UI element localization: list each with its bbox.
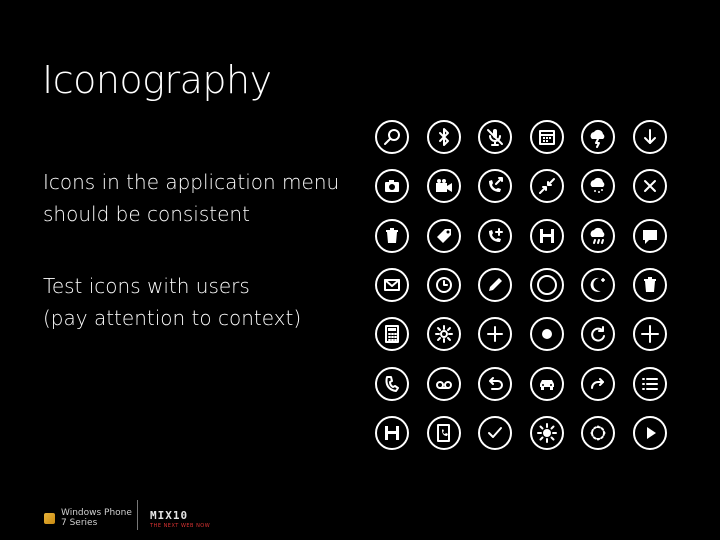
edit-icon xyxy=(478,268,512,302)
icon-grid xyxy=(375,120,671,456)
camera-icon xyxy=(375,169,409,203)
add-call-icon xyxy=(478,219,512,253)
tag-icon xyxy=(427,219,461,253)
windows-phone-logo xyxy=(44,508,132,528)
bullet-line: Test icons with users xyxy=(43,274,250,298)
redo-icon xyxy=(581,367,615,401)
voicemail-icon xyxy=(427,367,461,401)
windows-flag-icon xyxy=(44,513,55,524)
search-icon xyxy=(375,120,409,154)
microphone-muted-icon xyxy=(478,120,512,154)
calendar-icon xyxy=(530,120,564,154)
directions-icon xyxy=(581,416,615,450)
list-icon xyxy=(633,367,667,401)
settings-icon xyxy=(427,317,461,351)
footer-divider xyxy=(137,500,138,530)
calculator-icon xyxy=(375,317,409,351)
mix10-logo xyxy=(150,509,210,529)
bullet-consistency xyxy=(43,166,339,230)
slide-title: Iconography xyxy=(42,58,272,102)
phone-icon xyxy=(375,367,409,401)
check-icon xyxy=(478,416,512,450)
trash-icon xyxy=(633,268,667,302)
email-icon xyxy=(375,268,409,302)
bluetooth-icon xyxy=(427,120,461,154)
bullet-line: (pay attention to context) xyxy=(43,306,302,330)
refresh-icon xyxy=(581,317,615,351)
car-icon xyxy=(530,367,564,401)
cloud-thunder-icon xyxy=(581,120,615,154)
windows-phone-line2: 7 Series xyxy=(61,518,98,528)
windows-phone-text xyxy=(61,508,132,528)
bullet-line: should be consistent xyxy=(43,202,250,226)
mix10-wordmark: MIX10 xyxy=(150,509,189,522)
play-icon xyxy=(633,416,667,450)
record-icon xyxy=(530,268,564,302)
stop-icon xyxy=(530,317,564,351)
message-icon xyxy=(633,219,667,253)
undo-icon xyxy=(478,367,512,401)
bullet-line: Icons in the application menu xyxy=(43,170,340,194)
new-icon xyxy=(633,317,667,351)
contact-card-icon xyxy=(427,416,461,450)
clock-icon xyxy=(427,268,461,302)
cloud-rain-icon xyxy=(581,219,615,253)
collapse-icon xyxy=(530,169,564,203)
mix10-tagline: THE NEXT WEB NOW xyxy=(150,523,211,529)
save-icon xyxy=(530,219,564,253)
bullet-user-testing xyxy=(43,270,301,334)
call-missed-icon xyxy=(478,169,512,203)
night-icon xyxy=(581,268,615,302)
brightness-icon xyxy=(530,416,564,450)
windows-phone-line1: Windows Phone xyxy=(61,508,132,518)
save-icon-2 xyxy=(375,416,409,450)
video-camera-icon xyxy=(427,169,461,203)
close-icon xyxy=(633,169,667,203)
delete-icon xyxy=(375,219,409,253)
add-icon xyxy=(478,317,512,351)
cloud-snow-icon xyxy=(581,169,615,203)
download-icon xyxy=(633,120,667,154)
